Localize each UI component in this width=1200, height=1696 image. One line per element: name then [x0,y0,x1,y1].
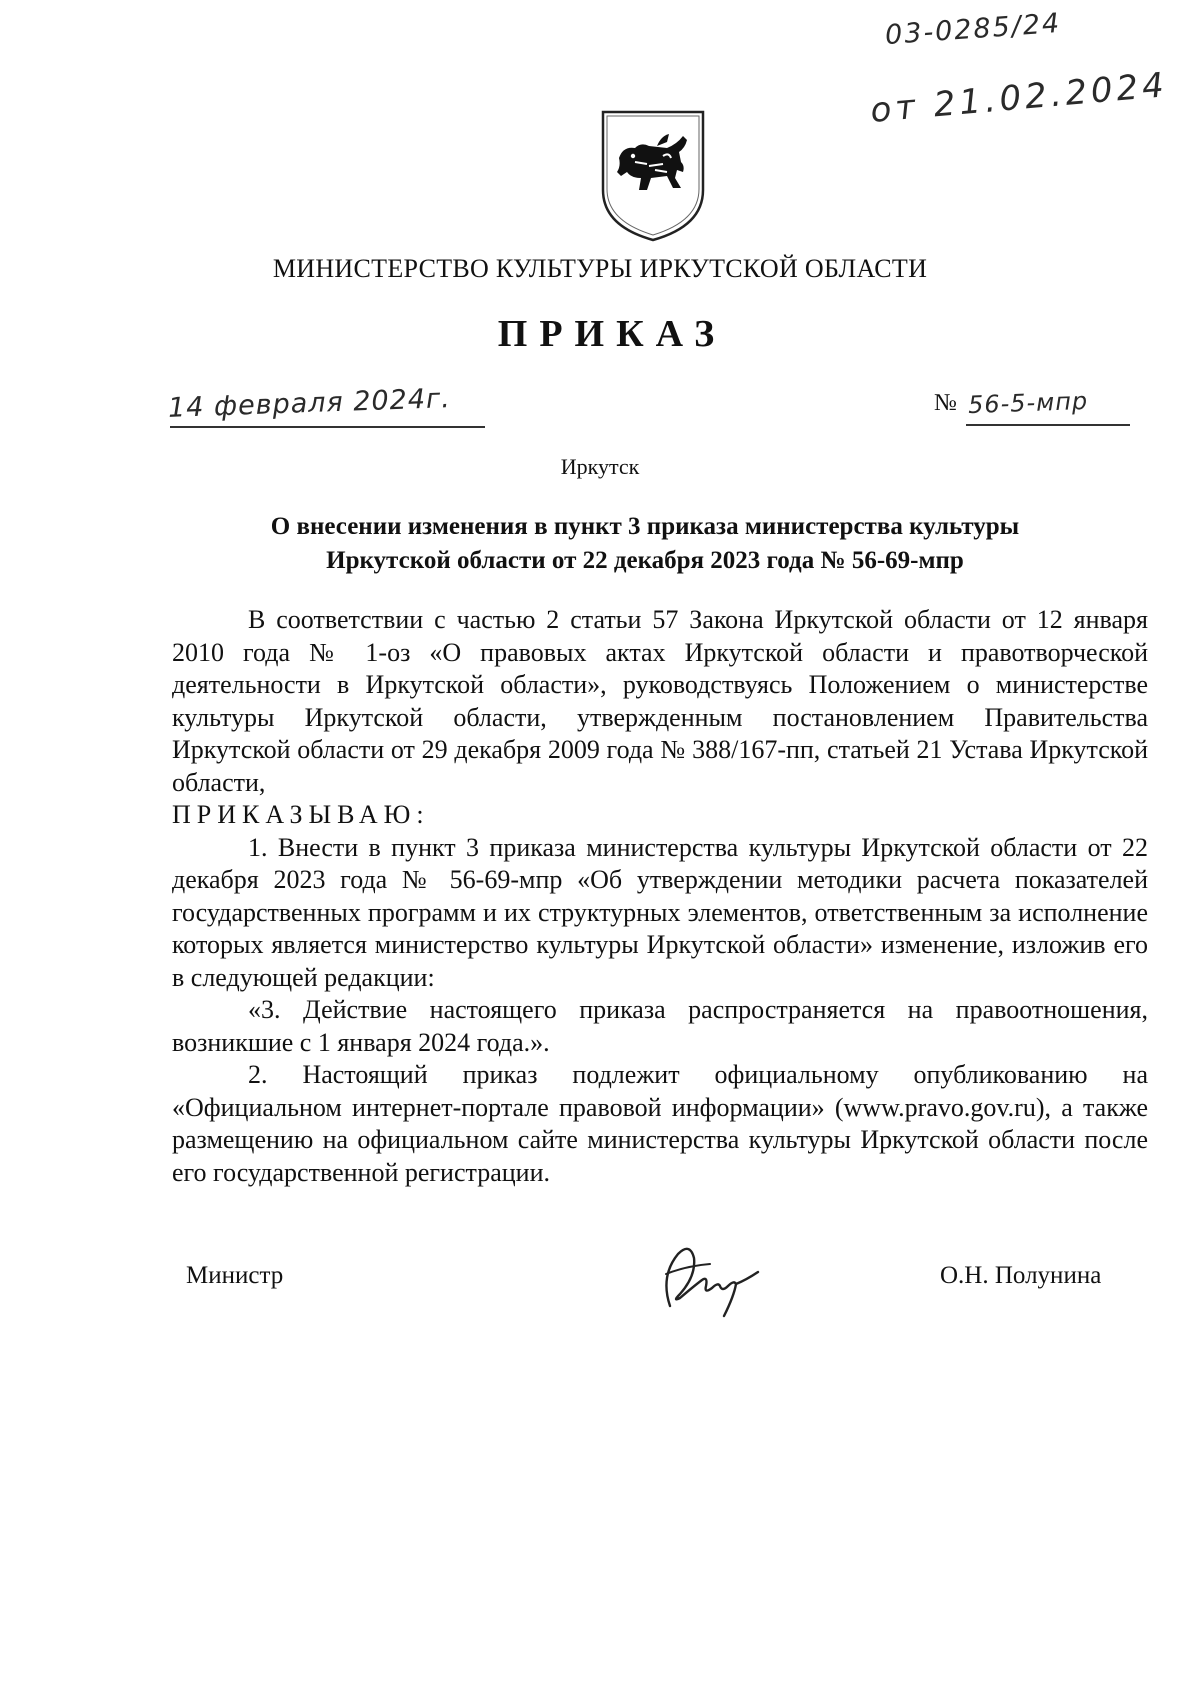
preamble-paragraph: В соответствии с частью 2 статьи 57 Закона Иркутской области от 12 января 2010 года № 1-оз «О правовых актах Иркутской области и правотворческой деятельности в Иркутской области», руководствуясь Положением о министерстве культуры Иркутской области, утвержденным постановлением Правительства Иркутской области от 29 декабря 2009 года № 388/167-пп, статьей 21 Устава Иркутской области, [172,605,1148,797]
city: Иркутск [560,454,640,479]
registration-number: 03-0285/24 [884,7,1063,52]
handwritten-signature-icon [650,1236,766,1322]
subject-line-2: Иркутской области от 22 декабря 2023 года № 56-69-мпр [326,547,964,574]
registration-date: от 21.02.2024 [868,65,1170,131]
order-subject [170,510,1120,578]
irkutsk-babr-emblem-icon [597,106,709,244]
document-type: ПРИКАЗ [497,313,727,355]
order-word: ПРИКАЗЫВАЮ: [172,800,430,829]
clause-2-paragraph: 2. Настоящий приказ подлежит официальному опубликованию на «Официальном интернет-портале правовой информации» (www.pravo.gov.ru), а также размещению на официальном сайте министерства культуры Иркутской области после его государственной регистрации. [172,1060,1148,1187]
subject-line-1: О внесении изменения в пункт 3 приказа министерства культуры [270,513,1020,540]
ministry-name: МИНИСТЕРСТВО КУЛЬТУРЫ ИРКУТСКОЙ ОБЛАСТИ [272,254,928,283]
signatory-title: Министр [186,1262,284,1289]
number-sign: № [934,390,957,416]
order-body [172,604,1148,1189]
order-number: 56-5-мпр [967,386,1089,420]
clause-1-quote-paragraph: «3. Действие настоящего приказа распространяется на правоотношения, возникшие с 1 января 2024 года.». [172,995,1148,1057]
signatory-name: О.Н. Полунина [940,1262,1102,1289]
clause-1-paragraph: 1. Внести в пункт 3 приказа министерства культуры Иркутской области от 22 декабря 2023 года № 56-69-мпр «Об утверждении методики расчета показателей государственных программ и их структурных элементов, ответственным за исполнение которых является министерство культуры Иркутской области» изменение, изложив его в следующей редакции: [172,832,1148,992]
order-date: 14 февраля 2024г. [167,383,452,424]
